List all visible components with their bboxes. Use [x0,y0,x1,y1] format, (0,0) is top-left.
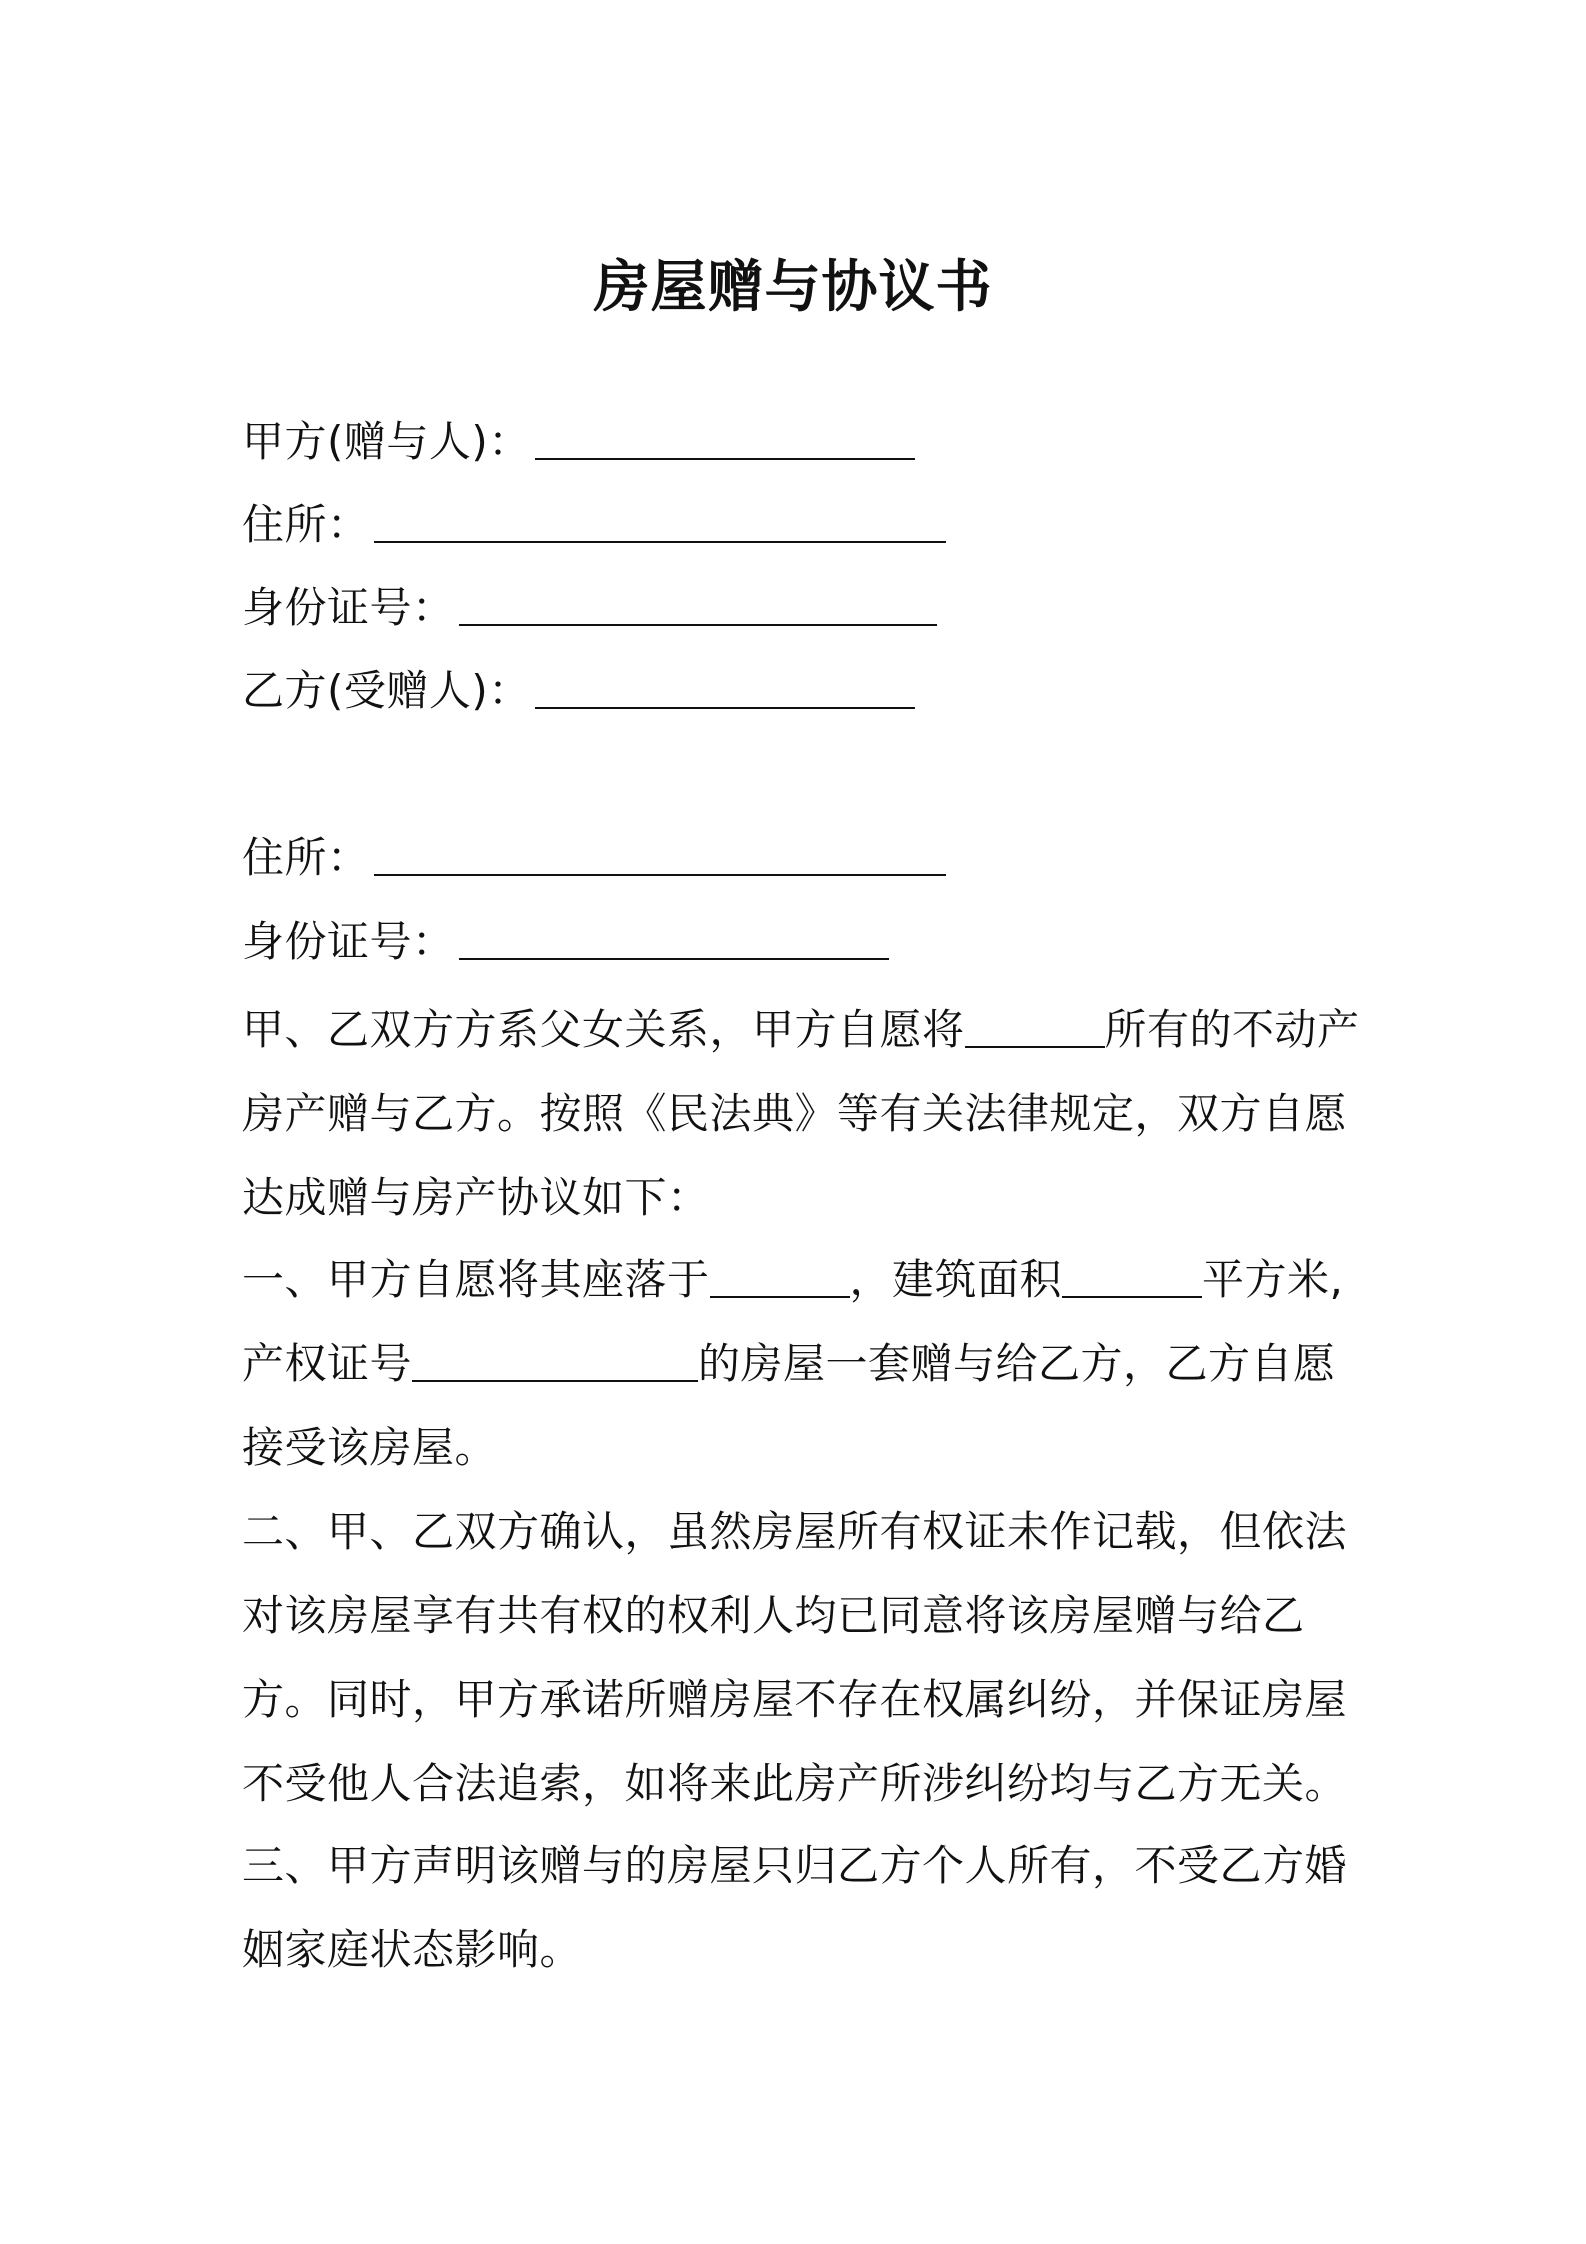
party-b-address-line [242,826,946,890]
clause-1-text-2a: 产权证号 [242,1339,413,1388]
party-a-address-label: 住所： [242,500,370,549]
party-a-id-blank [459,584,937,626]
clause-1-text-1c: 平方米, [1202,1255,1344,1304]
clause-2-row-2: 对该房屋享有共有权的权利人均已同意将该房屋赠与给乙 [242,1591,1305,1640]
party-b-id-line [242,910,889,974]
party-a-label: 甲方(赠与人)： [242,417,531,466]
clause-1-text-1b: ，建筑面积 [849,1255,1063,1304]
party-b-id-label: 身份证号： [242,917,455,966]
clause-1-row-2 [242,1322,1352,1406]
party-a-line [242,410,915,474]
location-blank [710,1258,850,1298]
party-b-address-blank [374,834,946,876]
party-b-label: 乙方(受赠人)： [242,666,531,715]
party-a-id-label: 身份证号： [242,583,455,632]
clause-1-row-3: 接受该房屋。 [242,1423,498,1472]
clause-2-row-3: 方。同时，甲方承诺所赠房屋不存在权属纠纷，并保证房屋 [242,1675,1348,1724]
party-a-id-line [242,576,937,640]
party-b-id-blank [459,918,889,960]
clause-3-row-1: 三、甲方声明该赠与的房屋只归乙方个人所有，不受乙方婚 [242,1841,1348,1890]
clause-1-text-2b: 的房屋一套赠与给乙方，乙方自愿 [698,1339,1336,1388]
clause-3-row-2: 姻家庭状态影响。 [242,1925,583,1974]
clause-3-paragraph [242,1824,1352,1992]
property-owner-blank [965,1008,1105,1048]
party-b-blank [535,667,915,709]
intro-paragraph [242,988,1360,1240]
clause-1-text-1a: 一、甲方自愿将其座落于 [242,1255,710,1304]
intro-row-3: 达成赠与房产协议如下： [242,1173,710,1222]
clause-2-paragraph [242,1490,1352,1826]
party-a-blank [535,418,915,460]
party-b-line [242,659,915,723]
intro-row-2: 房产赠与乙方。按照《民法典》等有关法律规定，双方自愿 [242,1089,1348,1138]
party-a-address-line [242,493,946,557]
certificate-number-blank [412,1342,698,1382]
party-b-address-label: 住所： [242,833,370,882]
clause-2-row-1: 二、甲、乙双方确认，虽然房屋所有权证未作记载，但依法 [242,1507,1348,1556]
document-title: 房屋赠与协议书 [593,255,993,320]
intro-row-1 [242,988,1360,1072]
clause-2-row-4: 不受他人合法追索，如将来此房产所涉纠纷均与乙方无关。 [242,1759,1348,1808]
intro-text-1b: 所有的不动产 [1104,1005,1360,1054]
clause-1-paragraph [242,1238,1352,1490]
area-blank [1062,1258,1202,1298]
intro-text-1a: 甲、乙双方方系父女关系，甲方自愿将 [242,1005,965,1054]
party-a-address-blank [374,501,946,543]
clause-1-row-1 [242,1238,1352,1322]
